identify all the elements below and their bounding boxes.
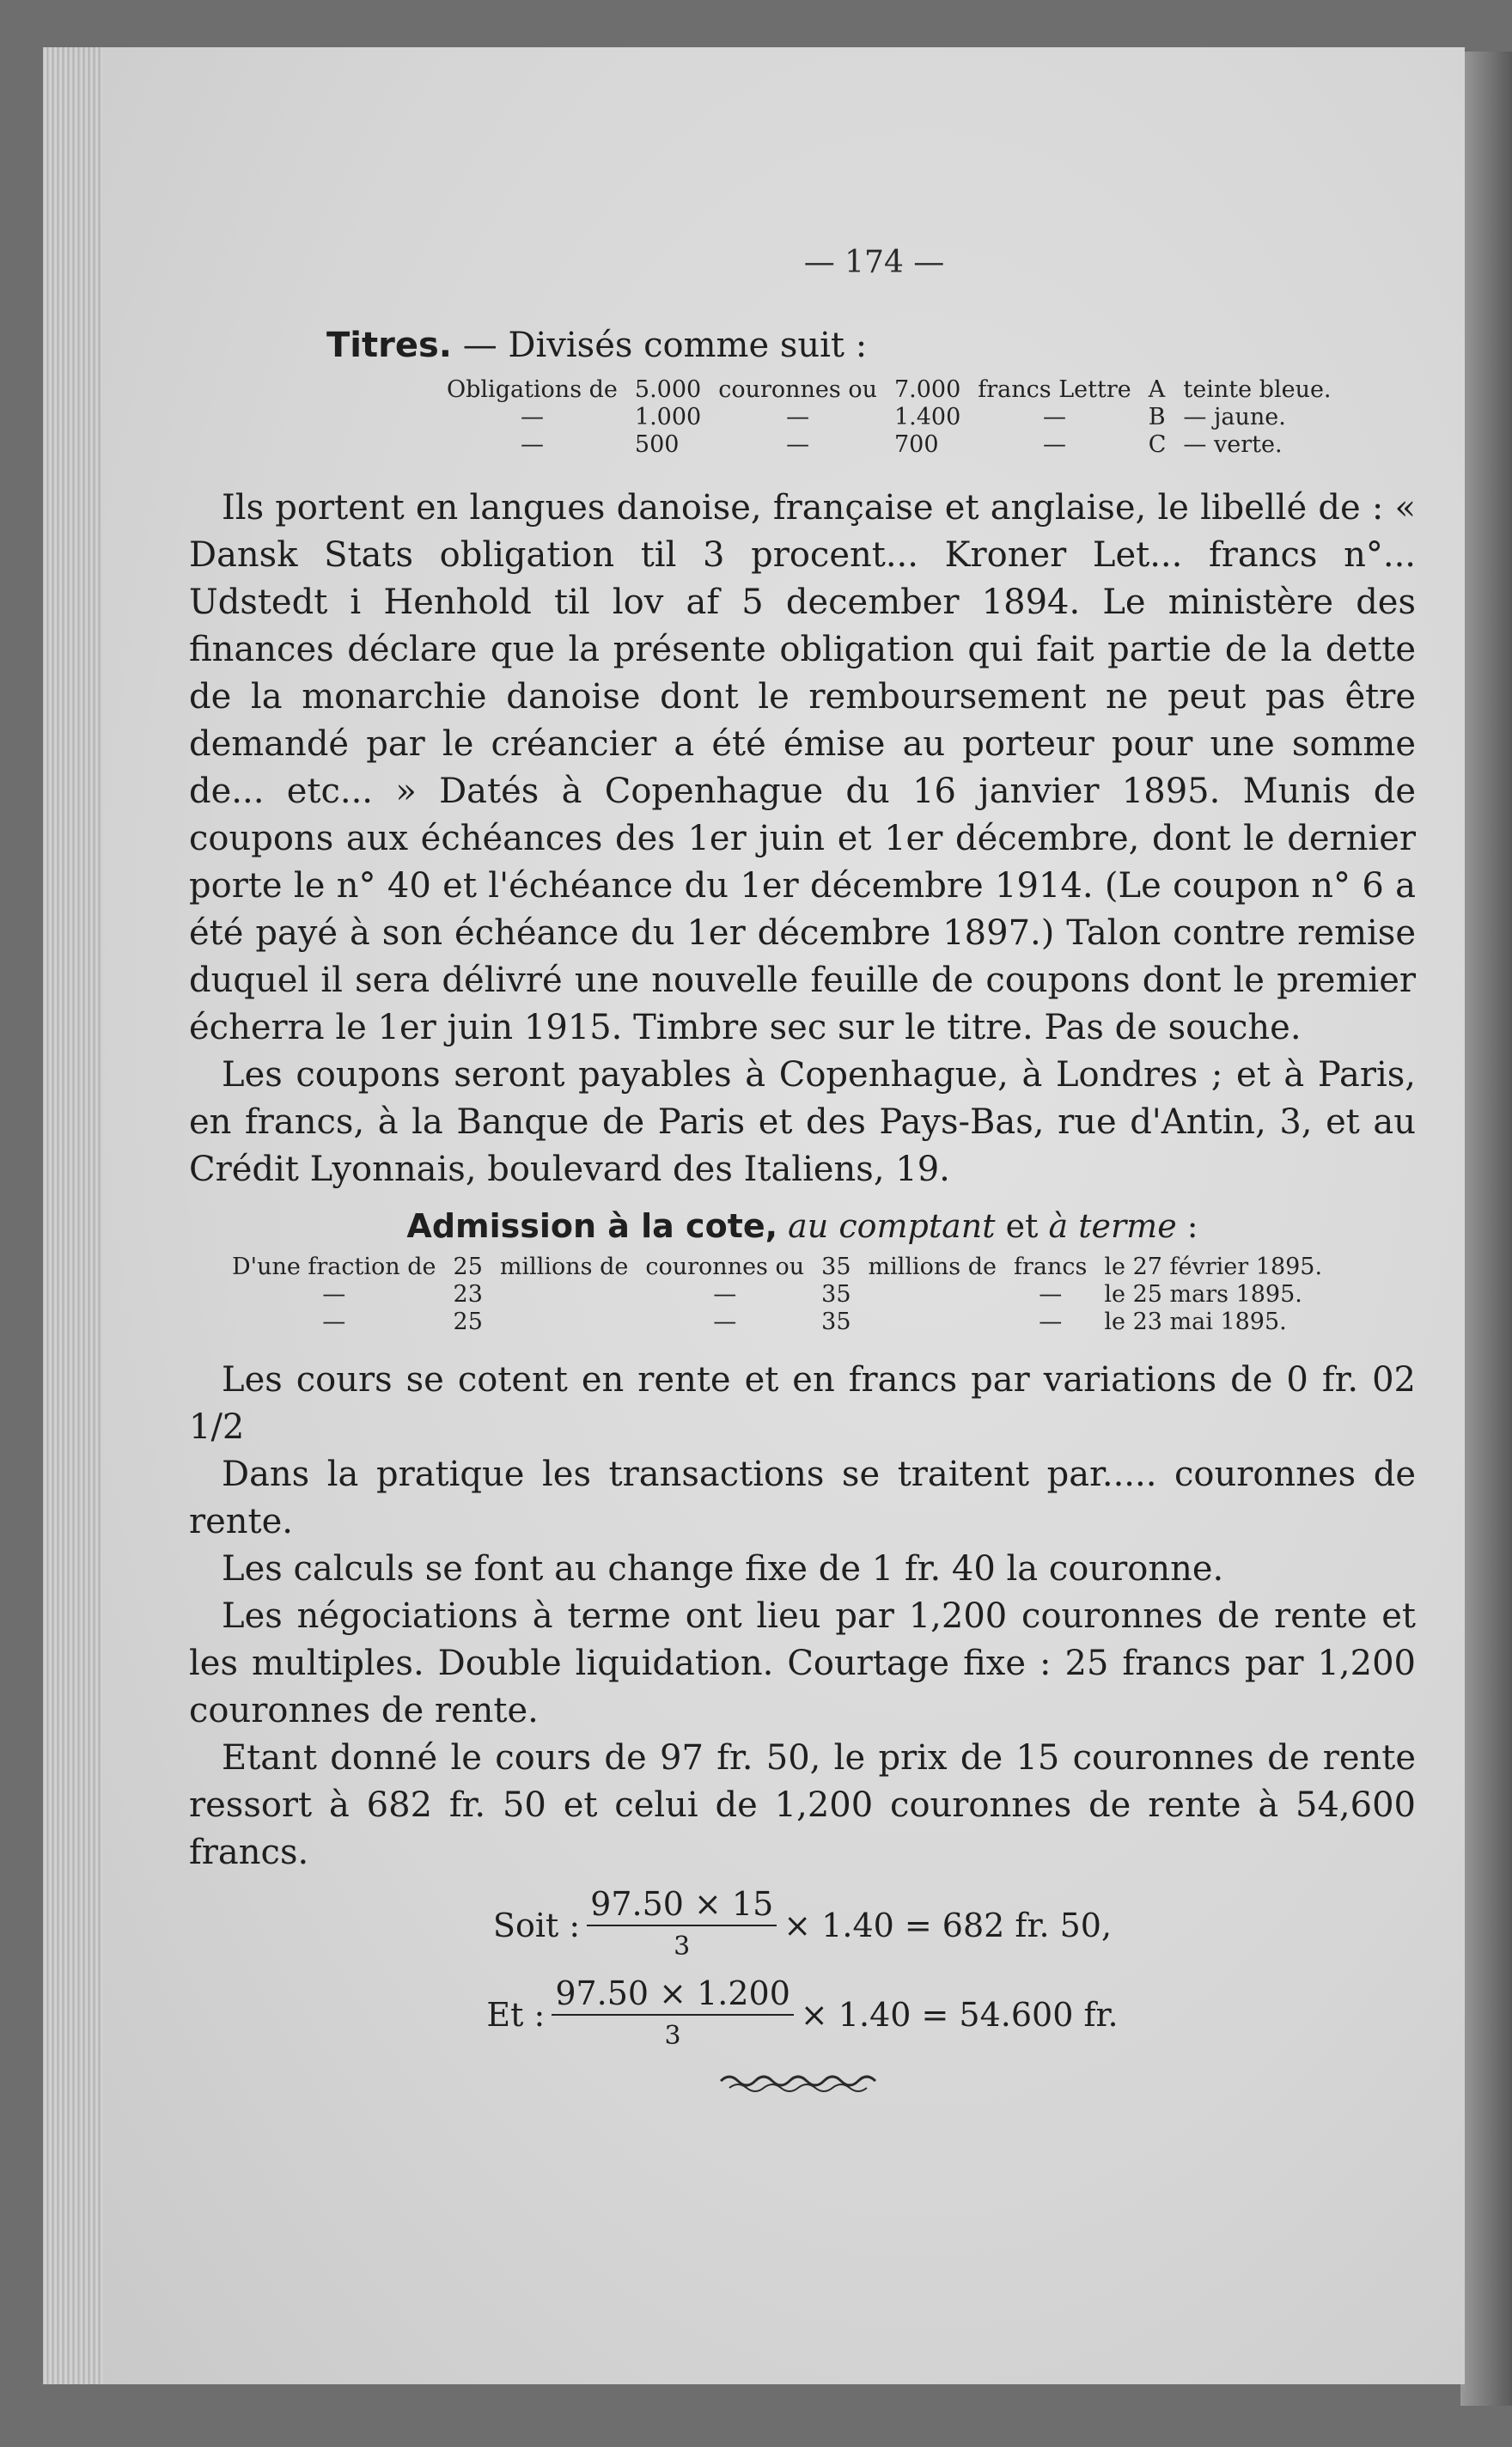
table-cell: — — [1039, 1309, 1063, 1335]
table-row — [438, 431, 1340, 459]
fraction — [552, 1974, 794, 2055]
table-cell: — — [713, 1309, 737, 1335]
fraction — [587, 1885, 777, 1966]
table-cell: — verte. — [1183, 431, 1283, 458]
table-cell: D'une fraction de — [232, 1254, 436, 1280]
admission-title-and: et — [1005, 1207, 1039, 1245]
admission-heading — [189, 1200, 1416, 1252]
table-cell: millions de — [499, 1254, 629, 1280]
titres-label: Titres. — [326, 326, 452, 365]
table-cell: francs Lettre — [978, 376, 1131, 403]
admission-table — [223, 1254, 1331, 1336]
paragraph-calculs: Les calculs se font au change fixe de 1 fr. 40 la couronne. — [222, 1549, 1224, 1589]
table-cell: — — [520, 404, 544, 430]
book-edge — [43, 47, 112, 2384]
wave-ornament-icon — [716, 2071, 888, 2096]
next-page-edge — [1460, 52, 1512, 2406]
obligations-table — [438, 376, 1340, 459]
formula-et — [189, 1974, 1416, 2055]
table-cell: 35 — [821, 1309, 851, 1335]
table-cell: couronnes ou — [645, 1254, 805, 1280]
admission-title-bold: Admission à la cote, — [406, 1207, 778, 1245]
table-cell: 5.000 — [634, 376, 702, 403]
table-cell: le 27 février 1895. — [1104, 1254, 1323, 1280]
admission-title-comptant: au comptant — [788, 1207, 996, 1245]
paragraph-exemple: Etant donné le cours de 97 fr. 50, le prix de 15 couronnes de rente ressort à 682 fr. 50 et celui de 1,200 couronnes de rente à 54,600 francs. — [189, 1738, 1416, 1872]
table-cell: — — [1043, 431, 1066, 458]
table-cell: — — [322, 1281, 346, 1308]
table-cell: 23 — [453, 1281, 483, 1308]
fraction-denominator: 3 — [664, 2021, 681, 2051]
paragraph-negociations: Les négociations à terme ont lieu par 1,200 couronnes de rente et les multiples. Double liquidation. Courtage fixe : 25 francs par 1,200 couronnes de rente. — [189, 1596, 1416, 1730]
table-cell: 35 — [821, 1281, 851, 1308]
table-cell: 25 — [453, 1309, 483, 1335]
table-cell: — — [786, 431, 810, 458]
table-cell: 500 — [634, 431, 680, 458]
table-cell: 25 — [453, 1254, 483, 1280]
formula-suffix: × 1.40 = 54.600 fr. — [800, 1996, 1119, 2034]
table-cell: — — [786, 404, 810, 430]
table-cell: 35 — [821, 1254, 851, 1280]
table-cell — [491, 1309, 637, 1336]
table-cell: — — [713, 1281, 737, 1308]
page-number: — 174 — — [803, 245, 945, 280]
table-cell: Obligations de — [447, 376, 618, 403]
table-cell: — — [520, 431, 544, 458]
table-row — [223, 1309, 1331, 1336]
fraction-numerator: 97.50 × 15 — [587, 1885, 777, 1926]
table-cell — [860, 1309, 1006, 1336]
admission-title-colon: : — [1176, 1207, 1198, 1245]
table-row — [223, 1254, 1331, 1281]
formula-suffix: × 1.40 = 682 fr. 50, — [783, 1907, 1113, 1944]
fraction-numerator: 97.50 × 1.200 — [552, 1974, 794, 2016]
table-cell: francs — [1014, 1254, 1088, 1280]
paragraph-pratique: Dans la pratique les transactions se traitent par..... couronnes de rente. — [189, 1455, 1416, 1541]
formula-prefix: Soit : — [492, 1907, 581, 1944]
table-cell — [491, 1281, 637, 1309]
table-cell — [860, 1281, 1006, 1309]
table-row — [223, 1281, 1331, 1309]
table-cell: A — [1148, 376, 1166, 403]
table-cell: — jaune. — [1183, 404, 1286, 430]
table-cell: couronnes ou — [718, 376, 877, 403]
table-cell: C — [1148, 431, 1167, 458]
paragraph-coupons: Les coupons seront payables à Copenhague, à Londres ; et à Paris, en francs, à la Banque de Paris et des Pays-Bas, rue d'Antin, 3, et au Crédit Lyonnais, boulevard des Italiens, 19. — [189, 1055, 1416, 1189]
table-cell: 1.400 — [893, 404, 961, 430]
table-cell: teinte bleue. — [1183, 376, 1332, 403]
table-cell: 700 — [893, 431, 939, 458]
titres-text: — Divisés comme suit : — [451, 326, 868, 365]
table-cell: millions de — [868, 1254, 997, 1280]
titres-heading — [326, 320, 1416, 371]
table-row — [438, 376, 1340, 404]
table-cell: — — [322, 1309, 346, 1335]
formula-soit — [189, 1885, 1416, 1966]
table-cell: B — [1148, 404, 1166, 430]
decorative-ornament — [189, 2071, 1416, 2096]
table-cell: le 23 mai 1895. — [1104, 1309, 1287, 1335]
table-cell: 1.000 — [634, 404, 702, 430]
page-content — [189, 320, 1416, 2096]
table-cell: — — [1043, 404, 1066, 430]
admission-title-terme: à terme — [1048, 1207, 1177, 1245]
table-cell: — — [1039, 1281, 1063, 1308]
paragraph-cours: Les cours se cotent en rente et en francs par variations de 0 fr. 02 1/2 — [189, 1360, 1416, 1447]
formula-prefix: Et : — [486, 1996, 546, 2034]
fraction-denominator: 3 — [674, 1931, 691, 1962]
table-cell: le 25 mars 1895. — [1104, 1281, 1302, 1308]
table-cell: 7.000 — [893, 376, 961, 403]
paragraph-titles-description: Ils portent en langues danoise, française et anglaise, le libellé de : « Dansk Stats obligation til 3 procent... Kroner Let... francs n°... Udstedt i Henhold til lov af 5 december 1894. Le ministère des finances déclare que la présente obligation qui fait partie de la dette de la monarchie danoise dont le remboursement ne peut pas être demandé par le créancier a été émise au porteur pour une somme de... etc... » Datés à Copenhague du 16 janvier 1895. Munis de coupons aux échéances des 1er juin et 1er décembre, dont le dernier porte le n° 40 et l'échéance du 1er décembre 1914. (Le coupon n° 6 a été payé à son échéance du 1er décembre 1897.) Talon contre remise duquel il sera délivré une nouvelle feuille de coupons dont le premier écherra le 1er juin 1915. Timbre sec sur le titre. Pas de souche. — [189, 488, 1416, 1047]
table-row — [438, 404, 1340, 431]
